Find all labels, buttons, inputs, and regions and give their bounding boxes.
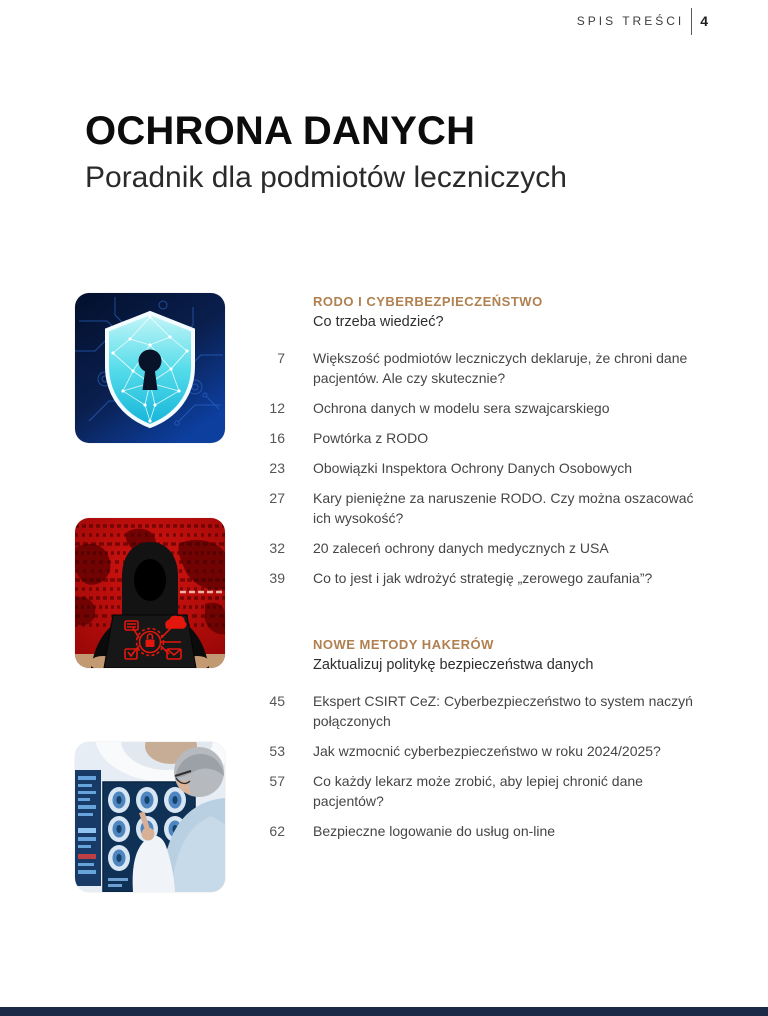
- entry-page-number: 27: [269, 490, 285, 506]
- section-heading: RODO I CYBERBEZPIECZEŃSTWO: [313, 294, 543, 309]
- entry-title: Większość podmiotów leczniczych deklaruje, że chroni dane pacjentów. Ale czy skutecznie?: [313, 350, 688, 386]
- entry-page-number: 57: [269, 773, 285, 789]
- section-entries: [240, 348, 705, 588]
- entry-page-number: 39: [269, 570, 285, 586]
- page-title: OCHRONA DANYCH: [85, 109, 476, 153]
- section-heading: NOWE METODY HAKERÓW: [313, 637, 494, 652]
- toc-entry[interactable]: [240, 821, 705, 841]
- entry-page-number: 53: [269, 743, 285, 759]
- section-header: [313, 293, 705, 332]
- section-entries: [240, 691, 705, 841]
- entry-page-number: 62: [269, 823, 285, 839]
- entry-title: Obowiązki Inspektora Ochrony Danych Osobowych: [313, 460, 633, 476]
- toc-entry[interactable]: [240, 488, 705, 528]
- toc-entry[interactable]: [240, 428, 705, 448]
- entry-page-number: 16: [269, 430, 285, 446]
- toc-entry[interactable]: [240, 771, 705, 811]
- section-subheading: Zaktualizuj politykę bezpieczeństwa danych: [313, 657, 594, 673]
- entry-title: Powtórka z RODO: [313, 430, 429, 446]
- entry-title: Bezpieczne logowanie do usług on-line: [313, 823, 556, 839]
- hacker-laptop-image: [75, 518, 225, 668]
- page-number: 4: [700, 13, 708, 29]
- cybersecurity-shield-image: [75, 293, 225, 443]
- entry-page-number: 45: [269, 693, 285, 709]
- entry-title: Ochrona danych w modelu sera szwajcarskiego: [313, 400, 610, 416]
- entry-page-number: 7: [277, 350, 285, 366]
- footer-bar: [0, 1007, 768, 1016]
- toc-entry[interactable]: [240, 691, 705, 731]
- entry-title: 20 zaleceń ochrony danych medycznych z USA: [313, 540, 609, 556]
- entry-page-number: 23: [269, 460, 285, 476]
- entry-page-number: 12: [269, 400, 285, 416]
- page-subtitle: Poradnik dla podmiotów leczniczych: [85, 161, 567, 194]
- section-nowe-metody-hakerow: [240, 636, 705, 841]
- toc-entry[interactable]: [240, 398, 705, 418]
- entry-title: Kary pieniężne za naruszenie RODO. Czy można oszacować ich wysokość?: [313, 490, 694, 526]
- table-of-contents: [240, 293, 705, 851]
- section-header: [313, 636, 705, 675]
- toc-entry[interactable]: [240, 538, 705, 558]
- toc-entry[interactable]: [240, 458, 705, 478]
- entry-title: Ekspert CSIRT CeZ: Cyberbezpieczeństwo to system naczyń połączonych: [313, 693, 693, 729]
- doctor-brain-scan-image: [75, 742, 225, 892]
- header-label: SPIS TREŚCI: [576, 14, 685, 28]
- toc-entry[interactable]: [240, 348, 705, 388]
- section-rodo-cyberbezpieczenstwo: [240, 293, 705, 588]
- entry-title: Jak wzmocnić cyberbezpieczeństwo w roku 2024/2025?: [313, 743, 661, 759]
- section-subheading: Co trzeba wiedzieć?: [313, 314, 444, 330]
- page-header: [0, 6, 768, 36]
- entry-title: Co każdy lekarz może zrobić, aby lepiej chronić dane pacjentów?: [313, 773, 643, 809]
- header-divider: [691, 8, 692, 35]
- toc-entry[interactable]: [240, 568, 705, 588]
- entry-page-number: 32: [269, 540, 285, 556]
- entry-title: Co to jest i jak wdrożyć strategię „zerowego zaufania”?: [313, 570, 653, 586]
- title-block: [85, 108, 705, 196]
- toc-entry[interactable]: [240, 741, 705, 761]
